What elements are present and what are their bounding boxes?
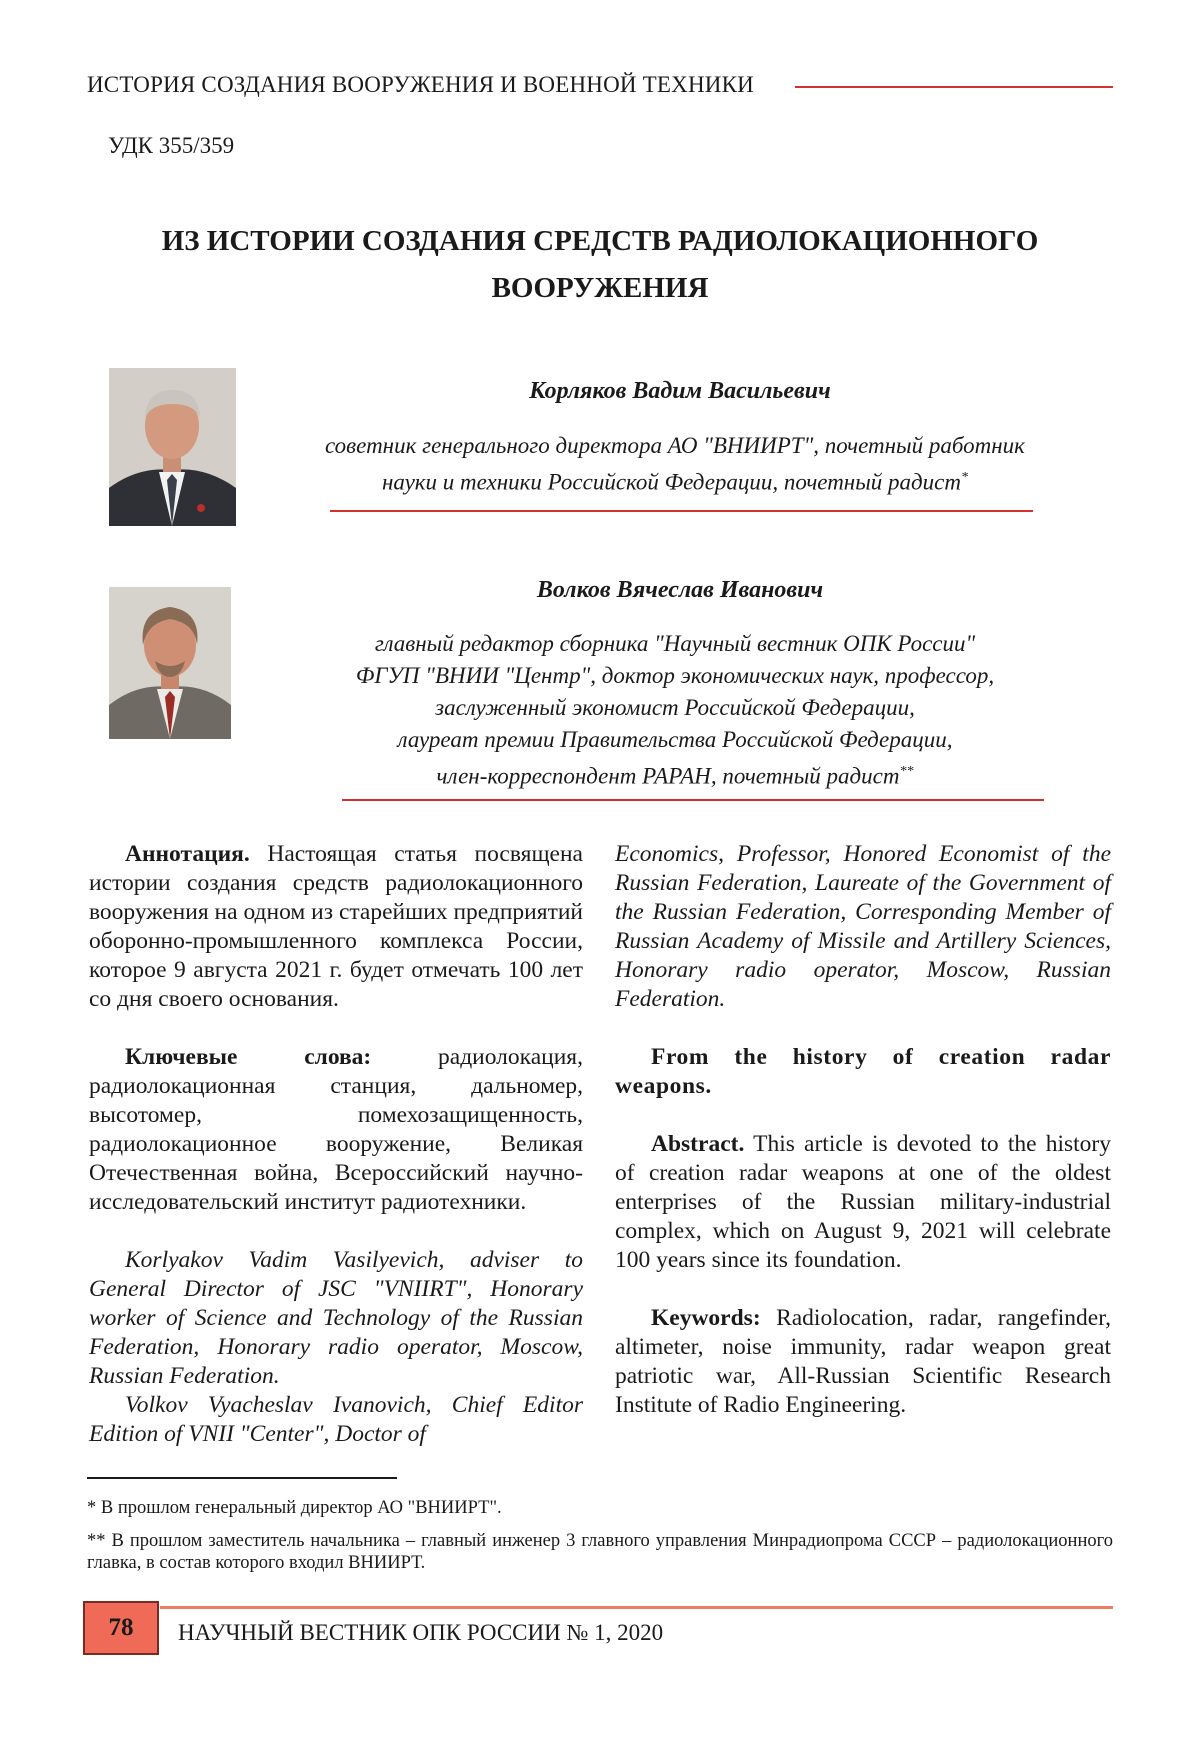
author-1-rule [330, 510, 1033, 512]
article-title-line-2: ВООРУЖЕНИЯ [491, 272, 709, 304]
footnote-separator [87, 1477, 397, 1479]
abstract-text: This article is devoted to the history of creation radar weapons at one of the oldest enterprises of the Russian military-industrial complex, which on August 9, 2021 will celebrate 100 years since its foundation. [615, 1131, 1111, 1273]
keywords-ru-label: Ключевые слова: [125, 1044, 372, 1070]
affiliation-line: главный редактор сборника "Научный вестник ОПК России" [374, 631, 976, 656]
portrait-illustration [109, 587, 231, 739]
keywords-ru-text: радиолокация, радиолокационная станция, дальномер, высотомер, помехозащищенность, радиолокационное вооружение, Великая Отечественная война, Всероссийский научно-исследовательский институт радиотехники. [89, 1044, 583, 1215]
author-affiliation-2 [250, 628, 1100, 793]
affiliation-line: заслуженный экономист Российской Федерации, [435, 695, 915, 720]
affiliation-line: член-корреспондент РАРАН, почетный радист** [436, 763, 914, 789]
keywords-en-paragraph [615, 1304, 1111, 1420]
annotation-text: Настоящая статья посвящена истории создания средств радиолокационного вооружения на одном из старейших предприятий оборонно-промышленного комплекса России, которое 9 августа 2021 г. будет отмечать 100 лет со дня своего основания. [89, 841, 583, 1012]
footnote-2: ** В прошлом заместитель начальника – главный инженер 3 главного управления Минрадиопрома СССР – радиолокационного главка, в состав которого входил ВНИИРТ. [87, 1531, 1113, 1573]
author-photo-korlyakov [109, 368, 236, 526]
author-name-2: Волков Вячеслав Иванович [536, 577, 824, 603]
udk-code: УДК 355/359 [108, 133, 235, 158]
annotation-paragraph [89, 840, 583, 1014]
keywords-en-label: Keywords: [651, 1305, 761, 1331]
footnote-mark: * [961, 470, 969, 485]
header-rule [795, 86, 1113, 88]
article-title [100, 218, 1100, 312]
affiliation-line: ФГУП "ВНИИ "Центр", доктор экономических наук, профессор, [355, 663, 995, 688]
affiliation-line: науки и техники Российской Федерации, почетный радист* [381, 469, 969, 495]
author-2-en-paragraph-cont: Economics, Professor, Honored Economist of the Russian Federation, Laureate of the Government of the Russian Federation, Corresponding Member of Russian Academy of Missile and Artillery Sciences, Honorary radio operator, Moscow, Russian Federation. [615, 841, 1111, 1012]
author-photo-volkov [109, 587, 231, 739]
journal-name: НАУЧНЫЙ ВЕСТНИК ОПК РОССИИ № 1, 2020 [178, 1620, 664, 1645]
left-column [89, 840, 583, 1449]
portrait-illustration [109, 368, 236, 526]
affiliation-line: советник генерального директора АО "ВНИИРТ", почетный работник [325, 433, 1025, 458]
page-number: 78 [83, 1601, 159, 1655]
abstract-paragraph [615, 1130, 1111, 1275]
affiliation-line: лауреат премии Правительства Российской Федерации, [397, 727, 953, 752]
footer-rule [160, 1606, 1113, 1609]
keywords-en-text: Radiolocation, radar, rangefinder, altimeter, noise immunity, radar weapon great patriotic war, All-Russian Scientific Research Institute of Radio Engineering. [615, 1305, 1111, 1418]
article-title-line-1: ИЗ ИСТОРИИ СОЗДАНИЯ СРЕДСТВ РАДИОЛОКАЦИОННОГО [161, 225, 1039, 257]
section-header: ИСТОРИЯ СОЗДАНИЯ ВООРУЖЕНИЯ И ВОЕННОЙ ТЕХНИКИ [87, 72, 754, 97]
author-1-en-paragraph: Korlyakov Vadim Vasilyevich, adviser to General Director of JSC "VNIIRT", Honorary worker of Science and Technology of the Russian Federation, Honorary radio operator, Moscow, Russian Federation. [89, 1247, 583, 1389]
annotation-label: Аннотация. [125, 841, 250, 867]
abstract-label: Abstract. [651, 1131, 745, 1157]
footnote-mark: ** [899, 764, 914, 779]
english-title: From the history of creation radar weapons. [615, 1044, 1111, 1099]
author-name-1: Корляков Вадим Васильевич [529, 378, 831, 404]
author-2-rule [342, 799, 1044, 801]
author-affiliation-1 [250, 430, 1100, 499]
author-2-en-paragraph-start: Volkov Vyacheslav Ivanovich, Chief Editor Edition of VNII "Center", Doctor of [89, 1392, 583, 1447]
right-column [615, 840, 1111, 1420]
footnote-1: * В прошлом генеральный директор АО "ВНИИРТ". [87, 1498, 502, 1518]
keywords-ru-paragraph [89, 1043, 583, 1217]
